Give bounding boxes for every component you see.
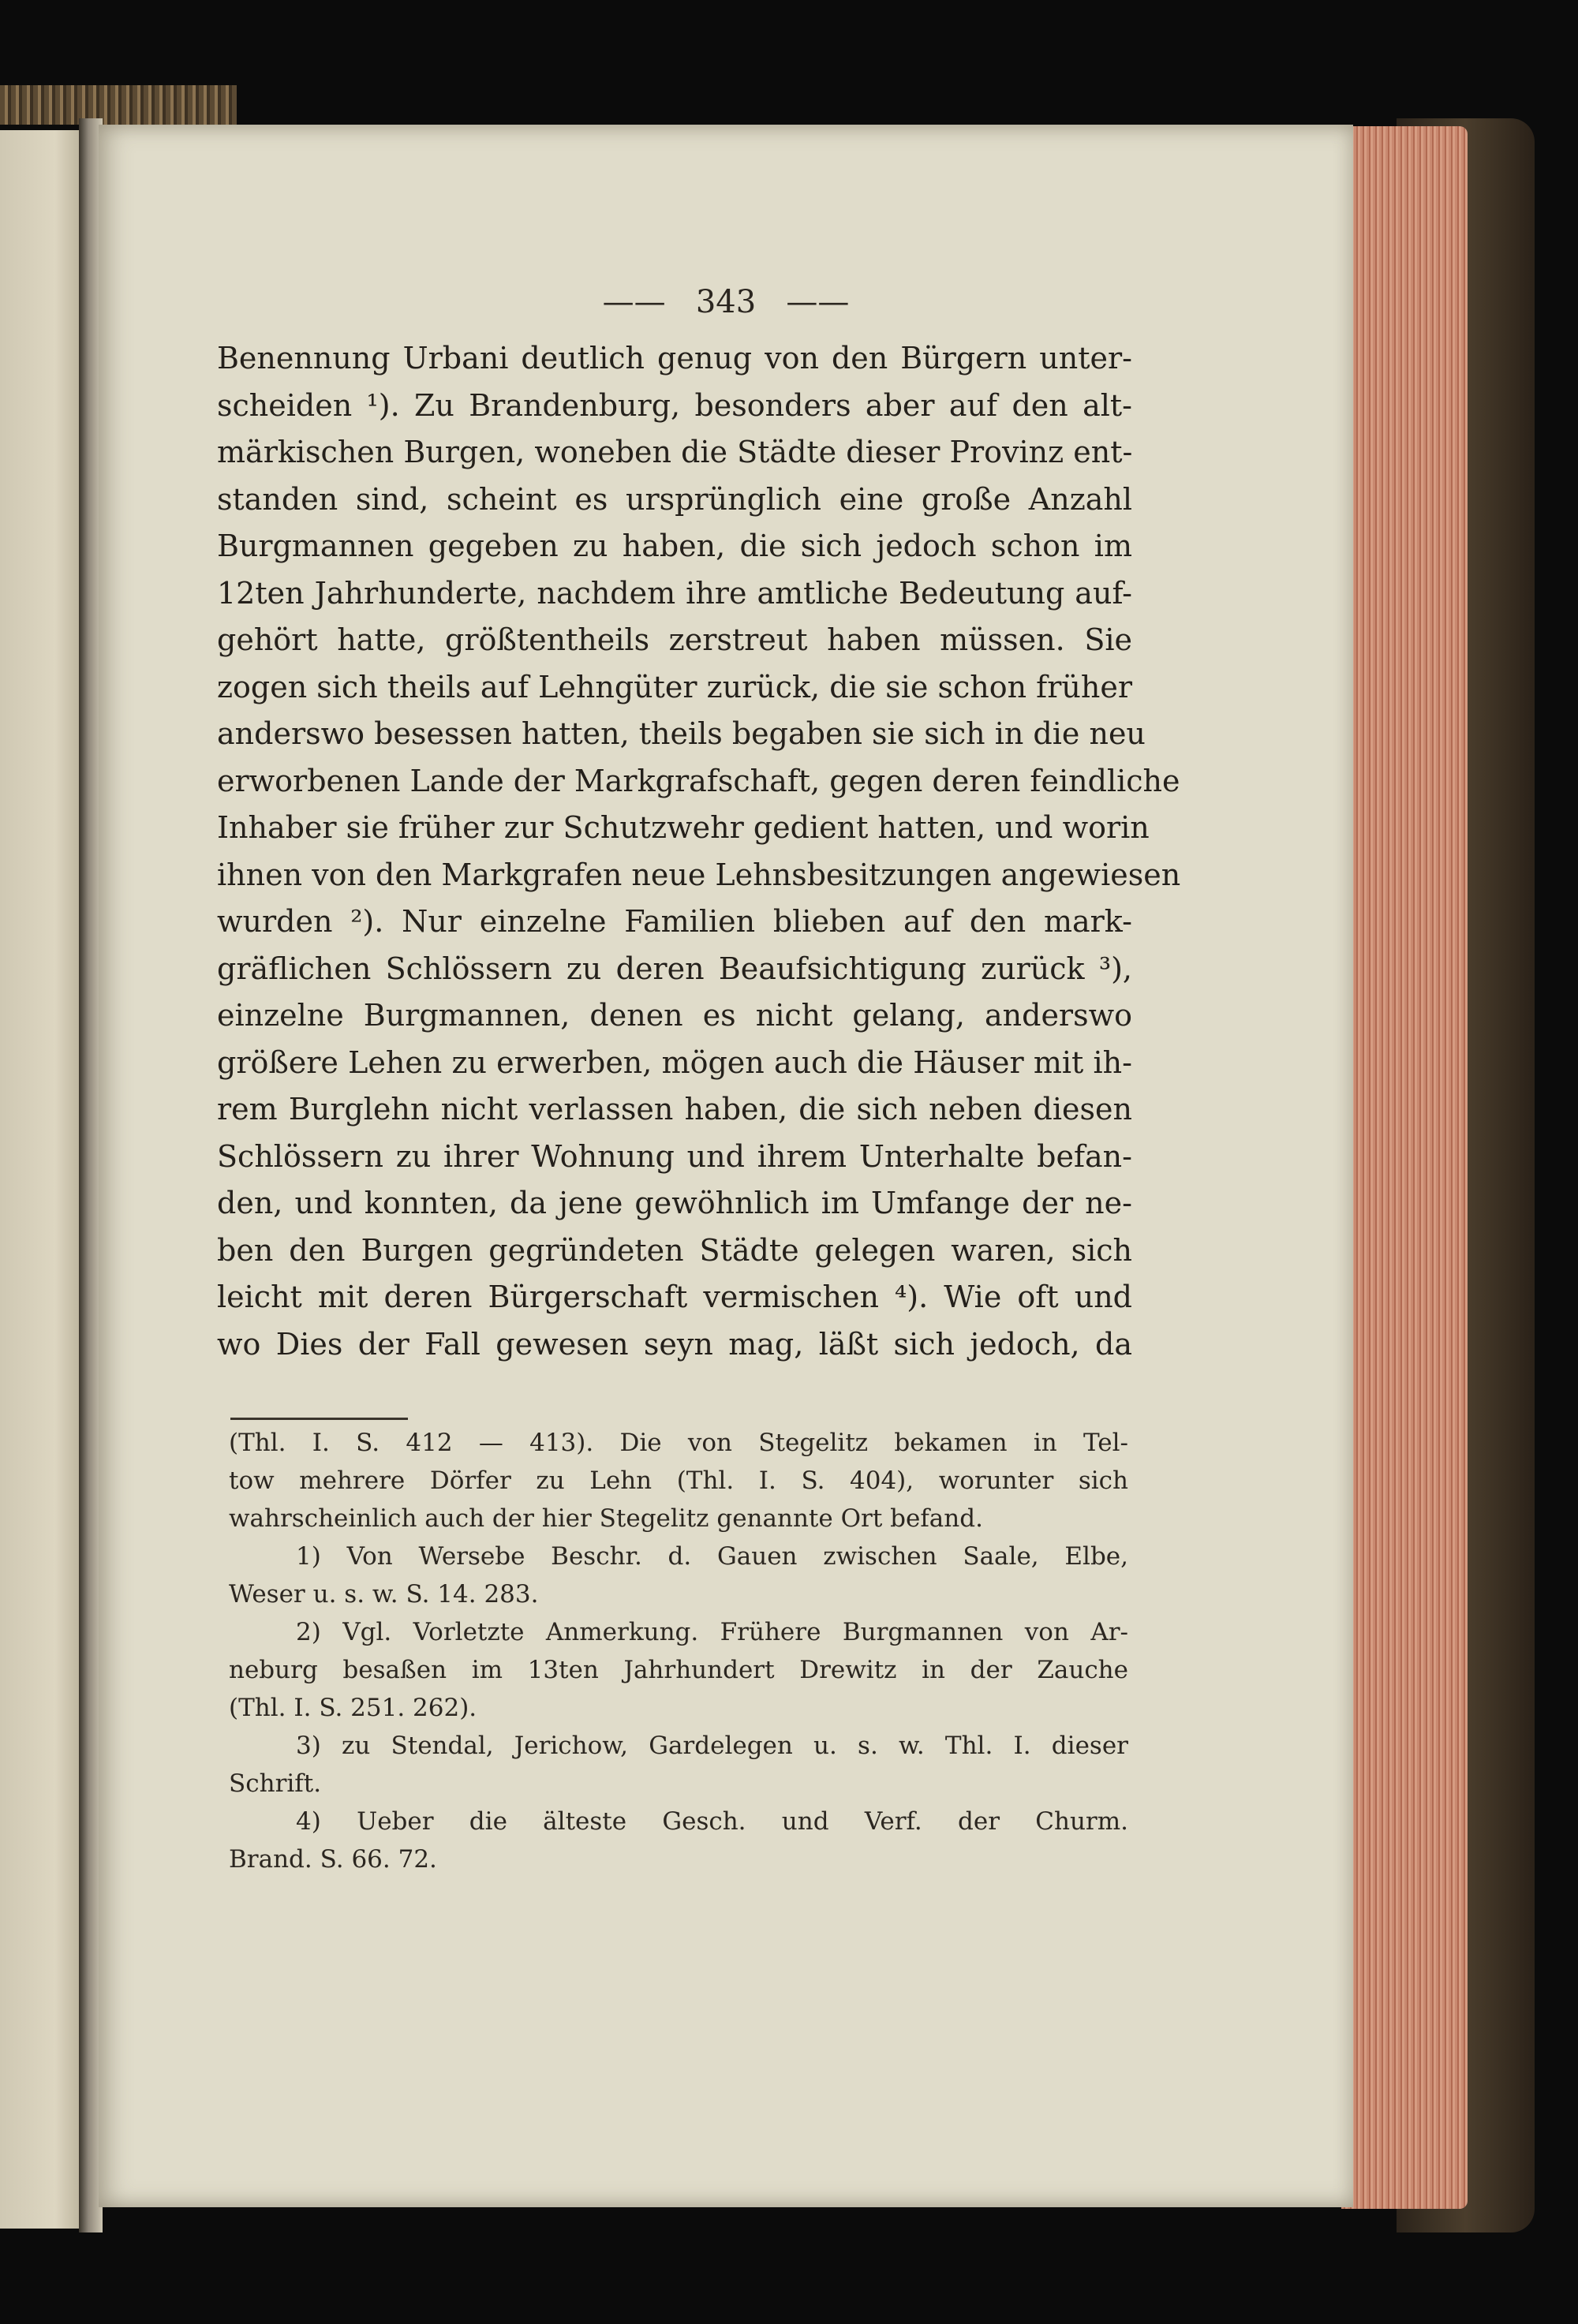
footnote-line: tow mehrere Dörfer zu Lehn (Thl. I. S. 404), worunter sich — [229, 1467, 1128, 1495]
footnote-line: neburg besaßen im 13ten Jahrhundert Drewitz in der Zauche — [229, 1656, 1128, 1684]
body-line: gräflichen Schlössern zu deren Beaufsichtigung zurück ³), — [217, 951, 1132, 986]
footnote-line: Brand. S. 66. 72. — [229, 1845, 437, 1874]
left-page-edge — [0, 85, 237, 125]
body-line: ihnen von den Markgrafen neue Lehnsbesitzungen angewiesen — [217, 857, 1181, 892]
footnote-line: wahrscheinlich auch der hier Stegelitz genannte Ort befand. — [229, 1504, 983, 1533]
page-block-edge — [1341, 126, 1468, 2209]
footnotes — [229, 1424, 1128, 1878]
body-line: einzelne Burgmannen, denen es nicht gelang, anderswo — [217, 998, 1132, 1033]
footnote-line: Weser u. s. w. S. 14. 283. — [229, 1580, 539, 1608]
body-text — [217, 335, 1181, 1368]
body-line: wurden ²). Nur einzelne Familien blieben auf den mark- — [217, 904, 1132, 939]
body-line: Benennung Urbani deutlich genug von den Bürgern unter- — [217, 341, 1132, 376]
body-line: den, und konnten, da jene gewöhnlich im Umfange der ne- — [217, 1186, 1132, 1220]
footnote-line: 1) Von Wersebe Beschr. d. Gauen zwischen Saale, Elbe, — [296, 1542, 1128, 1571]
body-line: anderswo besessen hatten, theils begaben sie sich in die neu — [217, 716, 1146, 751]
body-line: scheiden ¹). Zu Brandenburg, besonders aber auf den alt- — [217, 387, 1132, 423]
footnote-line: 3) zu Stendal, Jerichow, Gardelegen u. s. w. Thl. I. dieser — [296, 1732, 1128, 1760]
body-line: Burgmannen gegeben zu haben, die sich jedoch schon im — [217, 529, 1132, 563]
footnote-line: 2) Vgl. Vorletzte Anmerkung. Frühere Burgmannen von Ar- — [296, 1618, 1128, 1646]
footnote-line: (Thl. I. S. 412 — 413). Die von Stegelitz bekamen in Tel- — [229, 1429, 1128, 1457]
header-dash-right: —— — [786, 284, 850, 320]
page-header — [513, 284, 939, 320]
footnote-separator — [230, 1418, 408, 1420]
body-line: standen sind, scheint es ursprünglich eine große Anzahl — [217, 481, 1132, 517]
body-line: größere Lehen zu erwerben, mögen auch die Häuser mit ih- — [217, 1044, 1132, 1080]
body-line: rem Burglehn nicht verlassen haben, die sich neben diesen — [217, 1092, 1132, 1127]
footnote-line: (Thl. I. S. 251. 262). — [229, 1694, 477, 1722]
body-line: leicht mit deren Bürgerschaft vermischen ⁴). Wie oft und — [217, 1280, 1132, 1314]
body-line: zogen sich theils auf Lehngüter zurück, die sie schon früher — [217, 669, 1133, 704]
footnote-line: Schrift. — [229, 1769, 322, 1798]
body-line: erworbenen Lande der Markgrafschaft, gegen deren feindliche — [217, 763, 1180, 798]
body-line: wo Dies der Fall gewesen seyn mag, läßt sich jedoch, da — [217, 1326, 1132, 1362]
body-line: märkischen Burgen, woneben die Städte dieser Provinz ent- — [217, 435, 1133, 469]
body-line: gehört hatte, größtentheils zerstreut haben müssen. Sie — [217, 622, 1132, 657]
previous-page-sliver — [0, 130, 81, 2229]
header-dash-left: —— — [602, 284, 666, 320]
page-number: 343 — [695, 284, 757, 320]
body-line: ben den Burgen gegründeten Städte gelegen waren, sich — [217, 1232, 1132, 1268]
body-line: 12ten Jahrhunderte, nachdem ihre amtliche Bedeutung auf- — [217, 575, 1132, 611]
body-line: Schlössern zu ihrer Wohnung und ihrem Unterhalte befan- — [217, 1138, 1132, 1174]
footnote-line: 4) Ueber die älteste Gesch. und Verf. der Churm. — [296, 1807, 1128, 1836]
body-line: Inhaber sie früher zur Schutzwehr gedient hatten, und worin — [217, 810, 1150, 845]
